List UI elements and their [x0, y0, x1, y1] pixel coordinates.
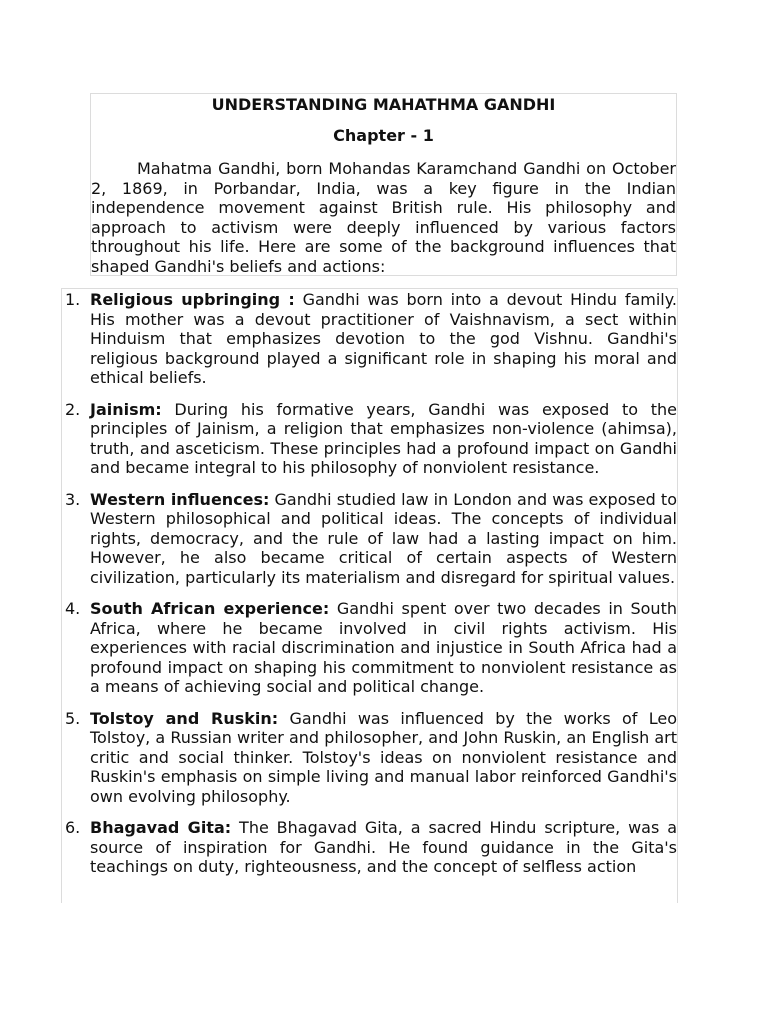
list-item-text: Gandhi studied law in London and was exposed to Western philosophical and political ideas. The concepts of individual rights, democracy, and the rule of law had a lasting impact on him. However, he also became critical of certain aspects of Western civilization, particularly its materialism and disregard for spiritual values. [90, 489, 677, 587]
list-item-title: Tolstoy and Ruskin: [90, 708, 279, 728]
list-item-title: Bhagavad Gita: [90, 818, 232, 837]
list-item-title: South African experience: [90, 599, 330, 618]
list-item-text: During his formative years, Gandhi was exposed to the principles of Jainism, a religion that emphasizes non-violence (ahimsa), truth, and asceticism. These principles had a profound impact on Gandhi and became integral to his philosophy of nonviolent resistance. [90, 399, 677, 477]
list-item [62, 709, 677, 807]
influences-section [61, 288, 678, 903]
list-item-text: Gandhi spent over two decades in South Africa, where he became involved in civil rights activism. His experiences with racial discrimination and injustice in South Africa had a profound impact on shaping his commitment to nonviolent resistance as a means of achieving social and political change. [90, 599, 677, 696]
list-item-text: The Bhagavad Gita, a sacred Hindu scripture, was a source of inspiration for Gandhi. He found guidance in the Gita's teachings on duty, righteousness, and the concept of selfless action [90, 818, 678, 876]
list-item-number: 2. [65, 399, 81, 419]
list-item [62, 490, 677, 588]
list-item-number: 5. [65, 708, 81, 728]
list-item-number: 3. [65, 489, 81, 509]
intro-paragraph: Mahatma Gandhi, born Mohandas Karamchand Gandhi on October 2, 1869, in Porbandar, India, was a key figure in the Indian independence movement against British rule. His philosophy and approach to activism were deeply influenced by various factors throughout his life. Here are some of the background influences that shaped Gandhi's beliefs and actions: [91, 159, 676, 276]
list-item-text: Gandhi was influenced by the works of Leo Tolstoy, a Russian writer and philosopher, and John Ruskin, an English art critic and social thinker. Tolstoy's ideas on nonviolent resistance and Ruskin's emphasis on simple living and manual labor reinforced Gandhi's own evolving philosophy. [90, 708, 677, 806]
list-item-title: Western influences: [90, 489, 270, 509]
list-item-number: 6. [65, 818, 81, 837]
list-item [62, 818, 677, 877]
list-item-number: 4. [65, 599, 81, 618]
list-item-number: 1. [65, 290, 81, 309]
list-item [62, 290, 677, 388]
document-title: UNDERSTANDING MAHATHMA GANDHI [211, 95, 556, 114]
list-item [62, 599, 677, 697]
list-item-title: Religious upbringing : [90, 290, 295, 309]
list-item-text: Gandhi was born into a devout Hindu family. His mother was a devout practitioner of Vaishnavism, a sect within Hinduism that emphasizes devotion to the god Vishnu. Gandhi's religious background played a significant role in shaping his moral and ethical beliefs. [90, 290, 678, 387]
intro-section [90, 93, 677, 276]
list-item [62, 400, 677, 478]
list-item-title: Jainism: [90, 399, 162, 419]
influences-list [62, 290, 677, 889]
chapter-heading: Chapter - 1 [333, 126, 434, 145]
